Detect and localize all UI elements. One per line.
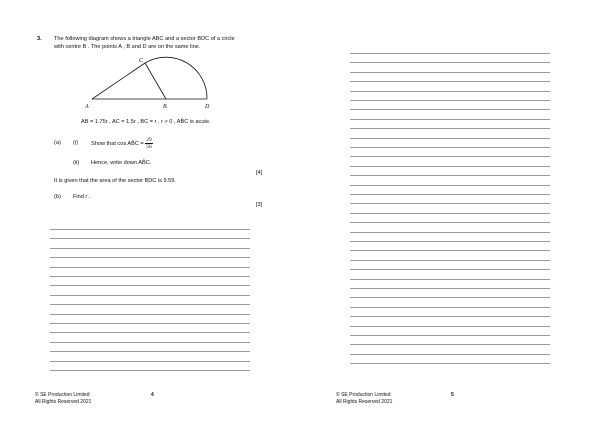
answer-line	[350, 109, 550, 110]
line-BC	[145, 63, 166, 99]
answer-line	[50, 248, 250, 249]
answer-line	[50, 285, 250, 286]
answer-line	[350, 232, 550, 233]
answer-line	[350, 166, 550, 167]
label-C: C	[139, 58, 144, 64]
answer-line	[350, 297, 550, 298]
part-b-marks: [3]	[256, 202, 263, 208]
answer-line	[350, 335, 550, 336]
answer-line	[50, 361, 250, 362]
answer-line	[350, 175, 550, 176]
part-a-ii-label: (ii)	[73, 160, 80, 166]
fraction-numerator: 29	[146, 137, 152, 144]
answer-line	[350, 119, 550, 120]
answer-line	[50, 323, 250, 324]
answer-line	[350, 62, 550, 63]
answer-line	[350, 81, 550, 82]
part-b-label: (b)	[54, 194, 61, 200]
answer-line	[50, 304, 250, 305]
answer-line	[50, 342, 250, 343]
answer-line	[350, 363, 550, 364]
answer-line	[50, 238, 250, 239]
question-intro-line-1: The following diagram shows a triangle ABC and a sector BDC of a circle	[54, 36, 235, 42]
answer-line	[350, 307, 550, 308]
area-statement: It is given that the area of the sector BDC is 9.59.	[54, 178, 176, 184]
answer-line	[350, 279, 550, 280]
answer-line	[350, 185, 550, 186]
part-a-ii-text: Hence, write down AB̂C.	[91, 160, 152, 166]
fraction-29-56	[145, 137, 152, 150]
answer-line	[350, 203, 550, 204]
answer-line	[350, 222, 550, 223]
answer-line	[50, 332, 250, 333]
answer-line	[350, 91, 550, 92]
answer-line	[350, 156, 550, 157]
part-a-i-label: (i)	[73, 140, 78, 146]
answer-line	[350, 147, 550, 148]
label-A: A	[85, 104, 89, 110]
answer-line	[350, 138, 550, 139]
footer-left-rights: All Rights Reserved 2021	[35, 399, 92, 405]
triangle-sector-diagram	[80, 52, 220, 112]
answer-line	[50, 257, 250, 258]
answer-line	[350, 288, 550, 289]
answer-line	[350, 194, 550, 195]
answer-line	[350, 354, 550, 355]
answer-line	[350, 100, 550, 101]
label-B: B	[163, 104, 167, 110]
answer-line	[350, 128, 550, 129]
answer-line	[350, 250, 550, 251]
answer-line	[350, 213, 550, 214]
footer-right-copyright: © SE Production Limited	[336, 392, 391, 398]
fraction-denominator: 56	[146, 144, 152, 151]
part-a-marks: [4]	[256, 170, 263, 176]
answer-line	[50, 351, 250, 352]
answer-line	[350, 344, 550, 345]
arc-CD	[145, 57, 207, 99]
answer-line	[50, 276, 250, 277]
question-intro-line-2: with centre B . The points A , B and D are on the same line.	[54, 44, 201, 50]
answer-line	[50, 370, 250, 371]
answer-line	[350, 326, 550, 327]
part-a-i-text: Show that cos AB̂C =	[91, 141, 144, 147]
line-AC	[92, 63, 145, 99]
answer-line	[50, 295, 250, 296]
part-a-label: (a)	[54, 140, 61, 146]
answer-line	[350, 260, 550, 261]
answer-line	[350, 72, 550, 73]
page-number-left: 4	[151, 392, 154, 398]
label-D: D	[205, 104, 210, 110]
question-number: 3.	[37, 36, 42, 42]
answer-line	[350, 241, 550, 242]
answer-line	[350, 53, 550, 54]
page-number-right: 5	[451, 392, 454, 398]
footer-right-rights: All Rights Reserved 2021	[336, 399, 393, 405]
part-b-text: Find r .	[73, 194, 91, 200]
answer-line	[50, 229, 250, 230]
answer-line	[50, 314, 250, 315]
answer-line	[350, 269, 550, 270]
given-conditions: AB = 1.75r , AC = 1.5r , BC = r , r > 0 , AB̂C is acute.	[81, 119, 211, 125]
answer-line	[50, 267, 250, 268]
part-a-i-line	[91, 135, 153, 153]
answer-line	[350, 316, 550, 317]
footer-left-copyright: © SE Production Limited	[35, 392, 90, 398]
